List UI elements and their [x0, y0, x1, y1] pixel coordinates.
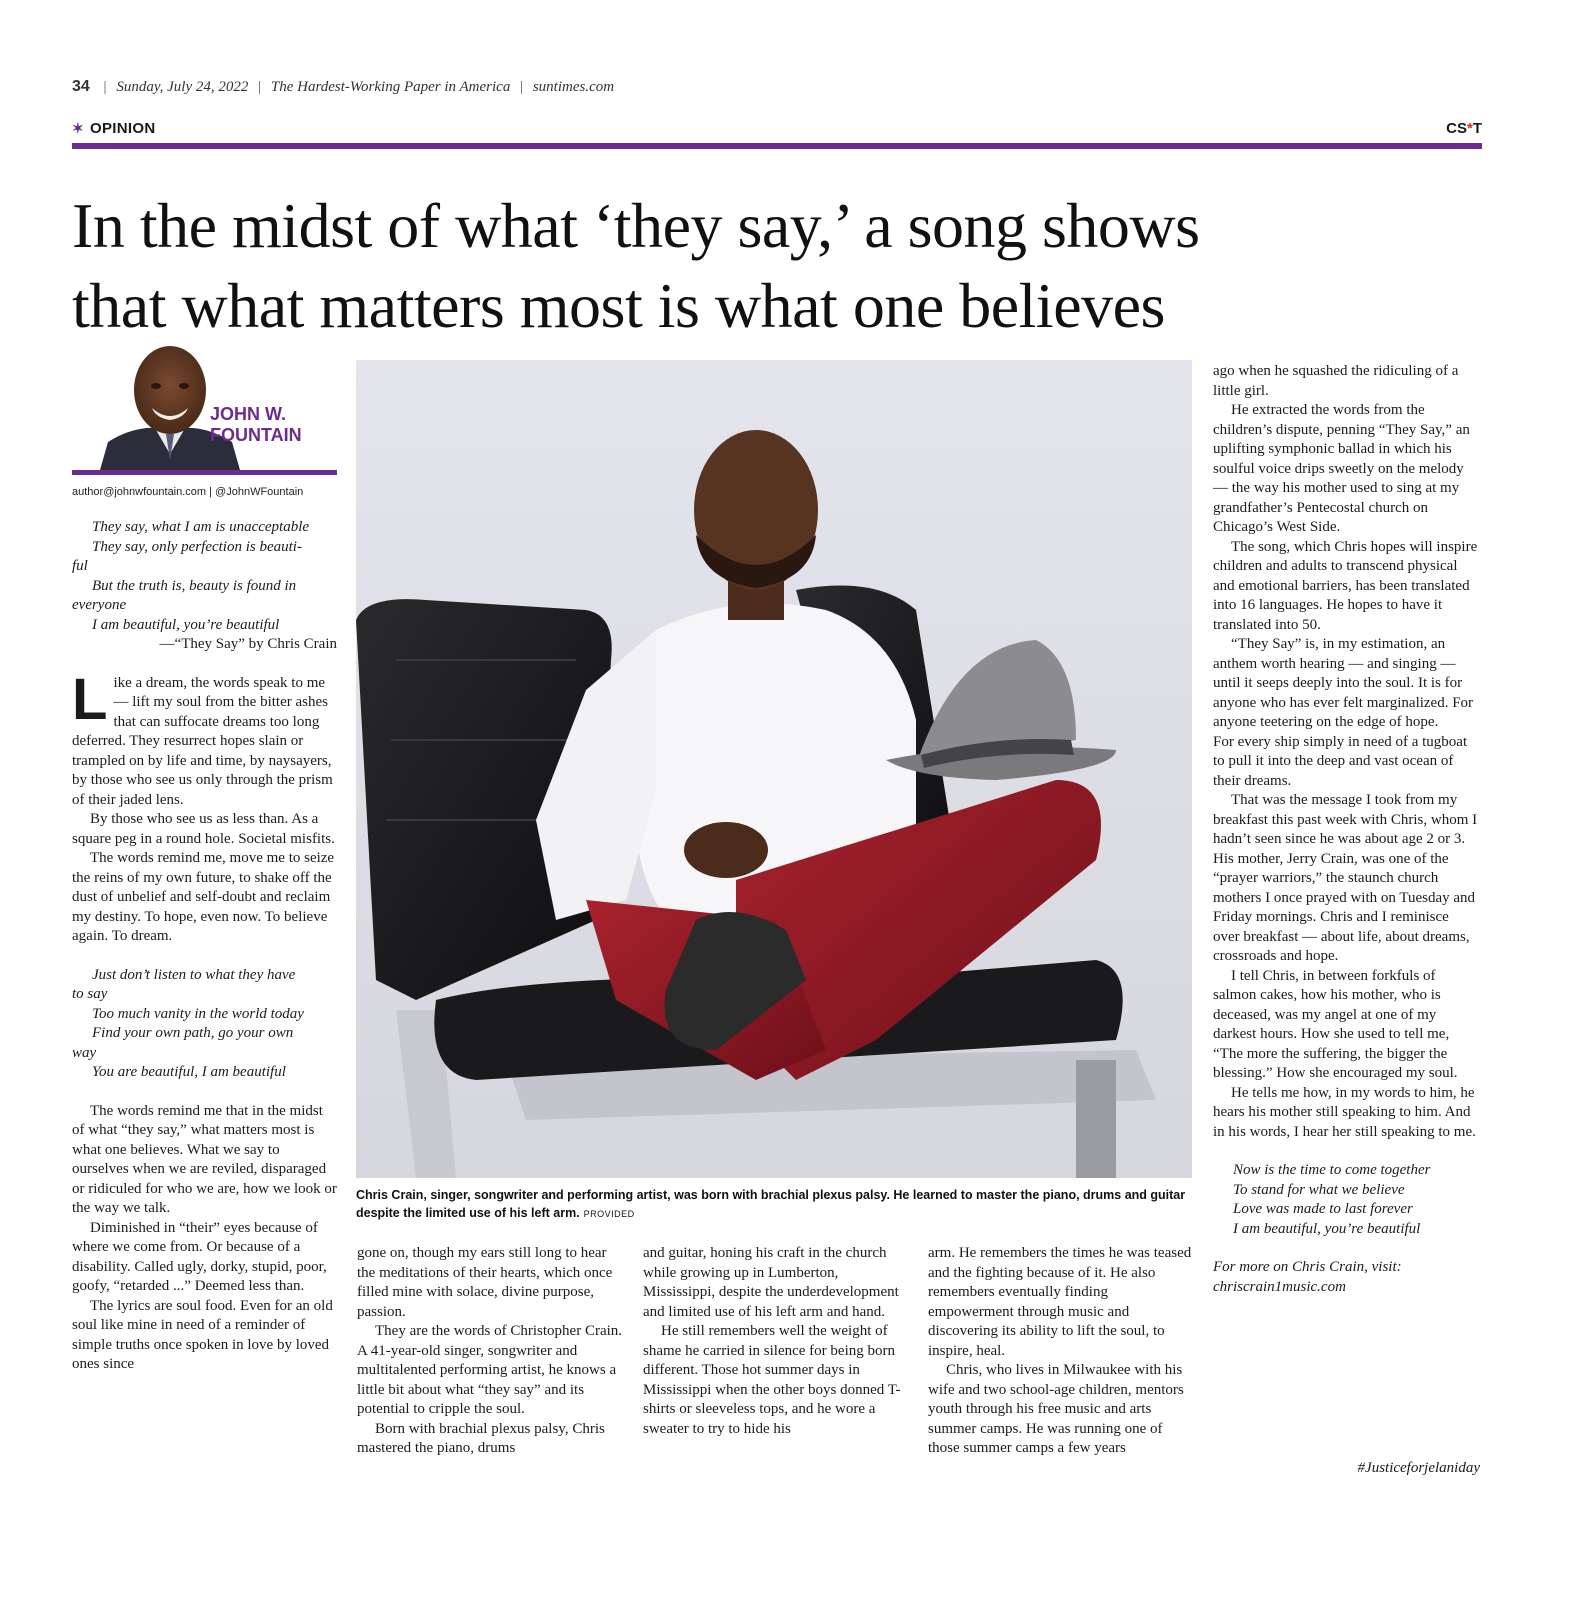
- body-paragraph: He tells me how, in my words to him, he hears his mother still speaking to him. And in his words, I hear her still speaking to me.: [1213, 1084, 1476, 1140]
- body-paragraph: The words remind me that in the midst of what “they say,” what matters most is what one believes. What we say to ourselves when we are reviled, disparaged or ridiculed for who we are, how we look or the way we talk.: [72, 1102, 337, 1216]
- hashtag: #Justiceforjelaniday: [1357, 1460, 1480, 1476]
- byline-rule: [72, 470, 337, 475]
- mid-verse: Just don’t listen to what they have to say Too much vanity in the world today Find your own path, go your own way You are beautiful, I am beautiful: [72, 966, 304, 1080]
- more-info: For more on Chris Crain, visit: chriscrain1music.com: [1213, 1258, 1479, 1297]
- body-paragraph: and guitar, honing his craft in the church while growing up in Lumberton, Mississippi, despite the underdevelopment and limited use of his left arm and hand.: [643, 1245, 899, 1320]
- body-paragraph: The lyrics are soul food. Even for an old soul like mine in need of a reminder of simple truths once spoken in love by loved ones since: [72, 1297, 333, 1372]
- byline-last: FOUNTAIN: [210, 425, 302, 445]
- brand-star-icon: *: [1466, 120, 1473, 137]
- body-paragraph: gone on, though my ears still long to hear the meditations of their hearts, which once filled mine with solace, divine purpose, passion.: [357, 1245, 613, 1320]
- section-name: OPINION: [90, 120, 156, 137]
- folio-line: 34 | Sunday, July 24, 2022 | The Hardest-Working Paper in America | suntimes.com: [72, 78, 615, 95]
- headline: In the midst of what ‘they say,’ a song shows that what matters most is what one believes: [72, 190, 1200, 341]
- brand-logo: CS*T: [1446, 120, 1482, 137]
- body-paragraph: Born with brachial plexus palsy, Chris mastered the piano, drums: [357, 1420, 605, 1456]
- body-paragraph: The words remind me, move me to seize the reins of my own future, to shake off the dust of unbelief and self-doubt and reclaim my destiny. To hope, even now. To believe again. To dream.: [72, 850, 335, 944]
- more-info-link[interactable]: chriscrain1music.com: [1213, 1278, 1346, 1295]
- section-label: [72, 120, 155, 137]
- body-paragraph: For every ship simply in need of a tugboat to pull it into the deep and vast ocean of their dreams.: [1213, 733, 1468, 789]
- column-4: [928, 1244, 1194, 1459]
- body-paragraph: Diminished in “their” eyes because of where we come from. Or because of a disability. Called ugly, dorky, stupid, poor, goofy, “retarded ...” Deemed less than.: [72, 1219, 327, 1294]
- body-paragraph: By those who see us as less than. As a square peg in a round hole. Societal misfits.: [72, 811, 335, 847]
- body-paragraph: arm. He remembers the times he was teased and the fighting because of it. He also remembers eventually finding empowerment through music and discovering its ability to lift the soul, to inspire, heal.: [928, 1245, 1192, 1359]
- body-paragraph: The song, which Chris hopes will inspire children and adults to transcend physical and emotional barriers, has been translated into 16 languages. He hopes to have it translated into 50.: [1213, 538, 1478, 633]
- closing-verse: Now is the time to come together To stand for what we believe Love was made to last forever I am beautiful, you’re beautiful: [1233, 1162, 1431, 1237]
- body-paragraph: Chris, who lives in Milwaukee with his wife and two school-age children, mentors youth through his free music and arts summer camps. He was running one of those summer camps a few years: [928, 1362, 1184, 1456]
- photo-credit: PROVIDED: [583, 1209, 635, 1219]
- column-2: [357, 1244, 623, 1459]
- photo-caption: Chris Crain, singer, songwriter and performing artist, was born with brachial plexus palsy. He learned to master the piano, drums and guitar despite the limited use of his left arm. PROVIDED: [356, 1188, 1186, 1220]
- body-paragraph: He extracted the words from the children’s dispute, penning “They Say,” an uplifting symphonic ballad in which his soulful voice drips sweetly on the melody — the way his mother used to sing at my grandfather’s Pentecostal church on Chicago’s West Side.: [1213, 402, 1470, 535]
- body-paragraph: They are the words of Christopher Crain. A 41-year-old singer, songwriter and multitalented performing artist, he knows a little bit about what “they say” and its potential to cripple the soul.: [357, 1323, 623, 1417]
- paper-tagline: The Hardest-Working Paper in America: [270, 79, 511, 95]
- author-contact: author@johnwfountain.com | @JohnWFountain: [72, 486, 304, 498]
- body-paragraph: He still remembers well the weight of shame he carried in silence for being born different. Those hot summer days in Mississippi when the other boys donned T-shirts or sleeveless tops, and he wore a sweater to try to hide his: [643, 1323, 901, 1437]
- byline-first: JOHN W.: [210, 404, 287, 424]
- column-5: [1213, 362, 1479, 1297]
- lede-paragraph: Like a dream, the words speak to me — lift my soul from the bitter ashes that can suffocate dreams too long deferred. They resurrect hopes slain or trampled on by life and time, by naysayers, by those who see us only through the prism of their jaded lens.: [72, 666, 333, 808]
- issue-date: Sunday, July 24, 2022: [116, 79, 249, 95]
- column-1: [72, 518, 337, 1375]
- body-paragraph: I tell Chris, in between forkfuls of salmon cakes, how his mother, who is deceased, was my angel at one of my darkest hours. How she used to tell me, “The more the suffering, the bigger the blessing.” How she encouraged my soul.: [1213, 967, 1458, 1081]
- main-photo: [356, 360, 1192, 1178]
- opening-verse: They say, what I am is unacceptable They say, only perfection is beauti- ful But the truth is, beauty is found in everyone I am beautiful, you’re beautiful —“They Say” by Chris Crain: [72, 518, 337, 655]
- page-number: 34: [72, 78, 90, 95]
- body-paragraph: “They Say” is, in my estimation, an anthem worth hearing — and singing — until it seeps deeply into the soul. It is for anyone who has ever felt marginalized. For anyone teetering on the edge of hope.: [1213, 636, 1474, 730]
- column-3: [643, 1244, 909, 1439]
- star-icon: ✶: [72, 120, 85, 136]
- drop-cap: L: [72, 666, 108, 732]
- site-url: suntimes.com: [532, 79, 615, 95]
- verse-attribution: —“They Say” by Chris Crain: [159, 636, 337, 652]
- body-paragraph: ago when he squashed the ridiculing of a little girl.: [1213, 363, 1459, 399]
- body-paragraph: That was the message I took from my breakfast this past week with Chris, whom I hadn’t seen since he was about age 2 or 3. His mother, Jerry Crain, was one of the “prayer warriors,” the staunch church mothers I once prayed with on Tuesday and Friday mornings. Chris and I reminisce over breakfast — about life, about dreams, crossroads and hope.: [1213, 792, 1478, 964]
- section-rule: [72, 143, 1482, 149]
- byline: [210, 404, 302, 446]
